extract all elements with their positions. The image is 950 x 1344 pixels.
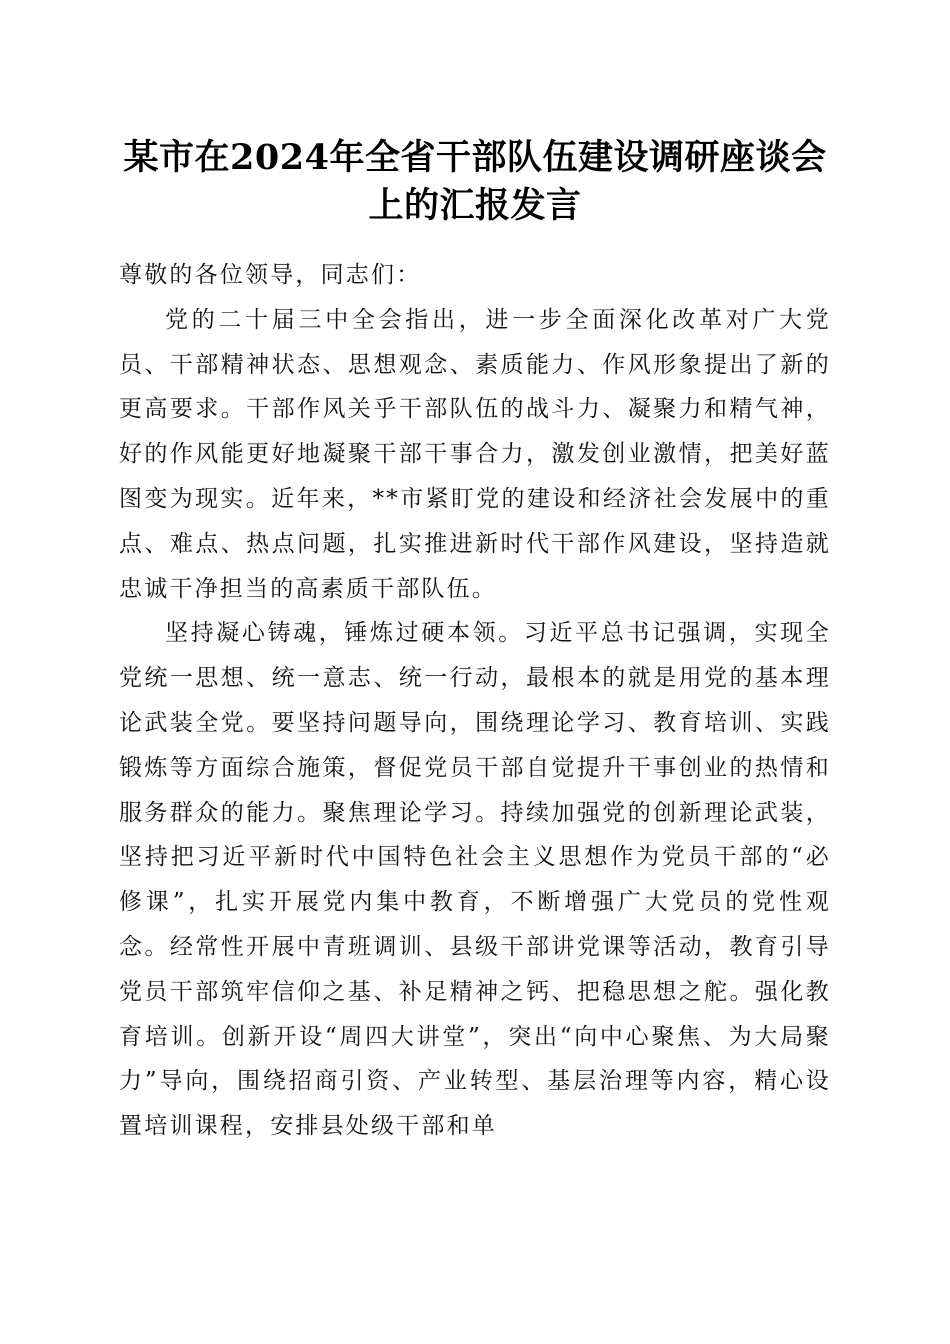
title-line-1: 某市在2024年全省干部队伍建设调研座谈会 [123,137,827,178]
paragraph-intro: 党的二十届三中全会指出，进一步全面深化改革对广大党员、干部精神状态、思想观念、素质能力、作风形象提出了新的更高要求。干部作风关乎干部队伍的战斗力、凝聚力和精气神，好的作风能更好地凝聚干部干事合力，激发创业激情，把美好蓝图变为现实。近年来，**市紧盯党的建设和经济社会发展中的重点、难点、热点问题，扎实推进新时代干部作风建设，坚持造就忠诚干净担当的高素质干部队伍。 [119,306,831,602]
paragraph-section-1: 坚持凝心铸魂，锤炼过硬本领。习近平总书记强调，实现全党统一思想、统一意志、统一行动，最根本的就是用党的基本理论武装全党。要坚持问题导向，围绕理论学习、教育培训、实践锻炼等方面综合施策，督促党员干部自觉提升干事创业的热情和服务群众的能力。聚焦理论学习。持续加强党的创新理论武装，坚持把习近平新时代中国特色社会主义思想作为党员干部的“必修课”，扎实开展党内集中教育，不断增强广大党员的党性观念。经常性开展中青班调训、县级干部讲党课等活动，教育引导党员干部筑牢信仰之基、补足精神之钙、把稳思想之舵。强化教育培训。创新开设“周四大讲堂”，突出“向中心聚焦、为大局聚力”导向，围绕招商引资、产业转型、基层治理等内容，精心设置培训课程，安排县处级干部和单 [119,620,831,1140]
title-line-2: 上的汇报发言 [368,185,582,226]
document-title [100,134,850,230]
salutation: 尊敬的各位领导，同志们： [119,262,422,288]
document-body [119,253,831,1149]
